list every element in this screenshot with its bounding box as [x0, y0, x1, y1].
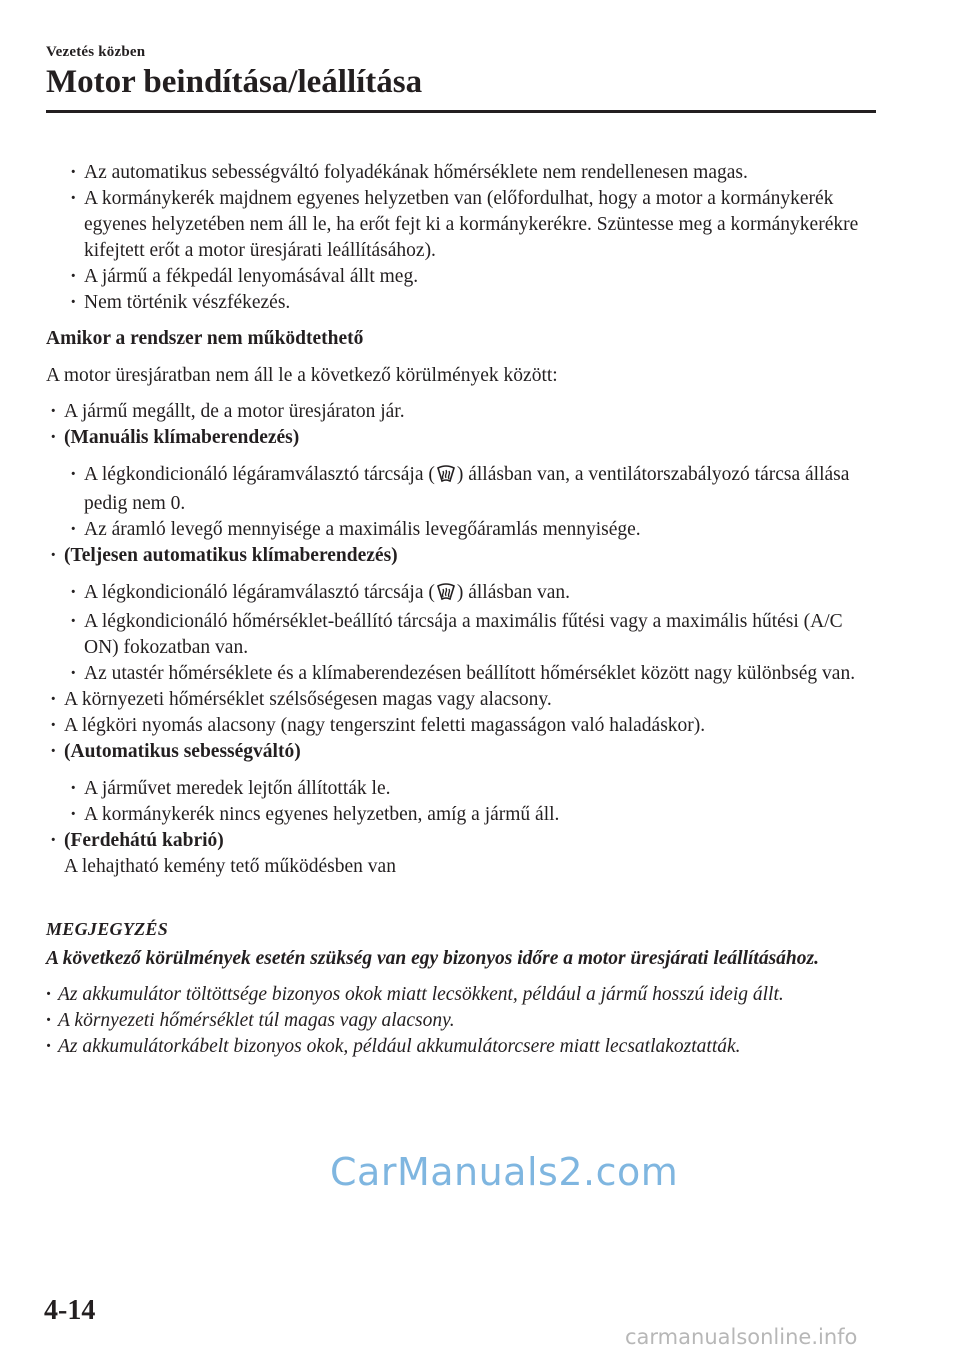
- note-item: · Az akkumulátor töltöttsége bizonyos okok miatt lecsökkent, például a jármű hosszú ideig állt.: [46, 982, 866, 1008]
- note-item: · A környezeti hőmérséklet túl magas vagy alacsony.: [46, 1008, 866, 1034]
- automatic-transmission-label: · (Automatikus sebességváltó): [46, 739, 866, 765]
- note-title: MEGJEGYZÉS: [46, 919, 169, 939]
- section-heading: Amikor a rendszer nem működtethető: [46, 328, 364, 349]
- condition-item: · A kormánykerék majdnem egyenes helyzetben van (előfordulhat, hogy a motor a kormánykerék egyenes helyzetében nem áll le, ha erőt fejt ki a kormánykerékre. Szüntesse meg a kormánykerékre kifejtett erőt a motor üresjárati leállításához).: [46, 186, 866, 264]
- page-content: [46, 160, 866, 1060]
- list-item: · A jármű megállt, de a motor üresjáraton jár.: [46, 399, 866, 425]
- list-item: · A légkondicionáló légáramválasztó tárcsája ( ) állásban van.: [46, 580, 866, 609]
- list-item: · A járművet meredek lejtőn állították le.: [46, 776, 866, 802]
- section-label: Vezetés közben: [46, 44, 146, 60]
- list-item: · Az áramló levegő mennyisége a maximális levegőáramlás mennyisége.: [46, 517, 866, 543]
- cabrio-text: A lehajtható kemény tető működésben van: [64, 856, 396, 877]
- section-lead: A motor üresjáratban nem áll le a következő körülmények között:: [46, 365, 558, 386]
- condition-item: · A jármű a fékpedál lenyomásával állt meg.: [46, 264, 866, 290]
- page-number: 4-14: [44, 1295, 96, 1326]
- note-item: · Az akkumulátorkábelt bizonyos okok, például akkumulátorcsere miatt lecsatlakoztatták.: [46, 1034, 866, 1060]
- list-item: · A légkondicionáló légáramválasztó tárcsája ( ) állásban van, a ventilátorszabályozó tárcsa állása pedig nem 0.: [46, 462, 866, 517]
- manual-climate-label: · (Manuális klímaberendezés): [46, 425, 866, 451]
- list-item: · A légkondicionáló hőmérséklet-beállító tárcsája a maximális fűtési vagy a maximális hűtési (A/C ON) fokozatban van.: [46, 609, 866, 661]
- condition-item: · Az automatikus sebességváltó folyadékának hőmérséklete nem rendellenesen magas.: [46, 160, 866, 186]
- list-item: · Az utastér hőmérséklete és a klímaberendezésen beállított hőmérséklet között nagy különbség van.: [46, 661, 866, 687]
- watermark: CarManuals2.com: [330, 1150, 679, 1194]
- list-item: · A környezeti hőmérséklet szélsőségesen magas vagy alacsony.: [46, 687, 866, 713]
- auto-climate-label: · (Teljesen automatikus klímaberendezés): [46, 543, 866, 569]
- list-item: · A légköri nyomás alacsony (nagy tengerszint feletti magasságon való haladáskor).: [46, 713, 866, 739]
- cabrio-label: · (Ferdehátú kabrió): [46, 828, 866, 854]
- header-rule: [46, 110, 876, 113]
- footer-site-link[interactable]: carmanualsonline.info: [625, 1325, 858, 1349]
- page-title: Motor beindítása/leállítása: [46, 64, 423, 100]
- condition-item: · Nem történik vészfékezés.: [46, 290, 866, 316]
- list-item: · A kormánykerék nincs egyenes helyzetben, amíg a jármű áll.: [46, 802, 866, 828]
- note-lead: A következő körülmények esetén szükség van egy bizonyos időre a motor üresjárati leállításához.: [46, 948, 819, 969]
- windshield-defroster-icon: [436, 583, 456, 609]
- windshield-defroster-icon: [436, 465, 456, 491]
